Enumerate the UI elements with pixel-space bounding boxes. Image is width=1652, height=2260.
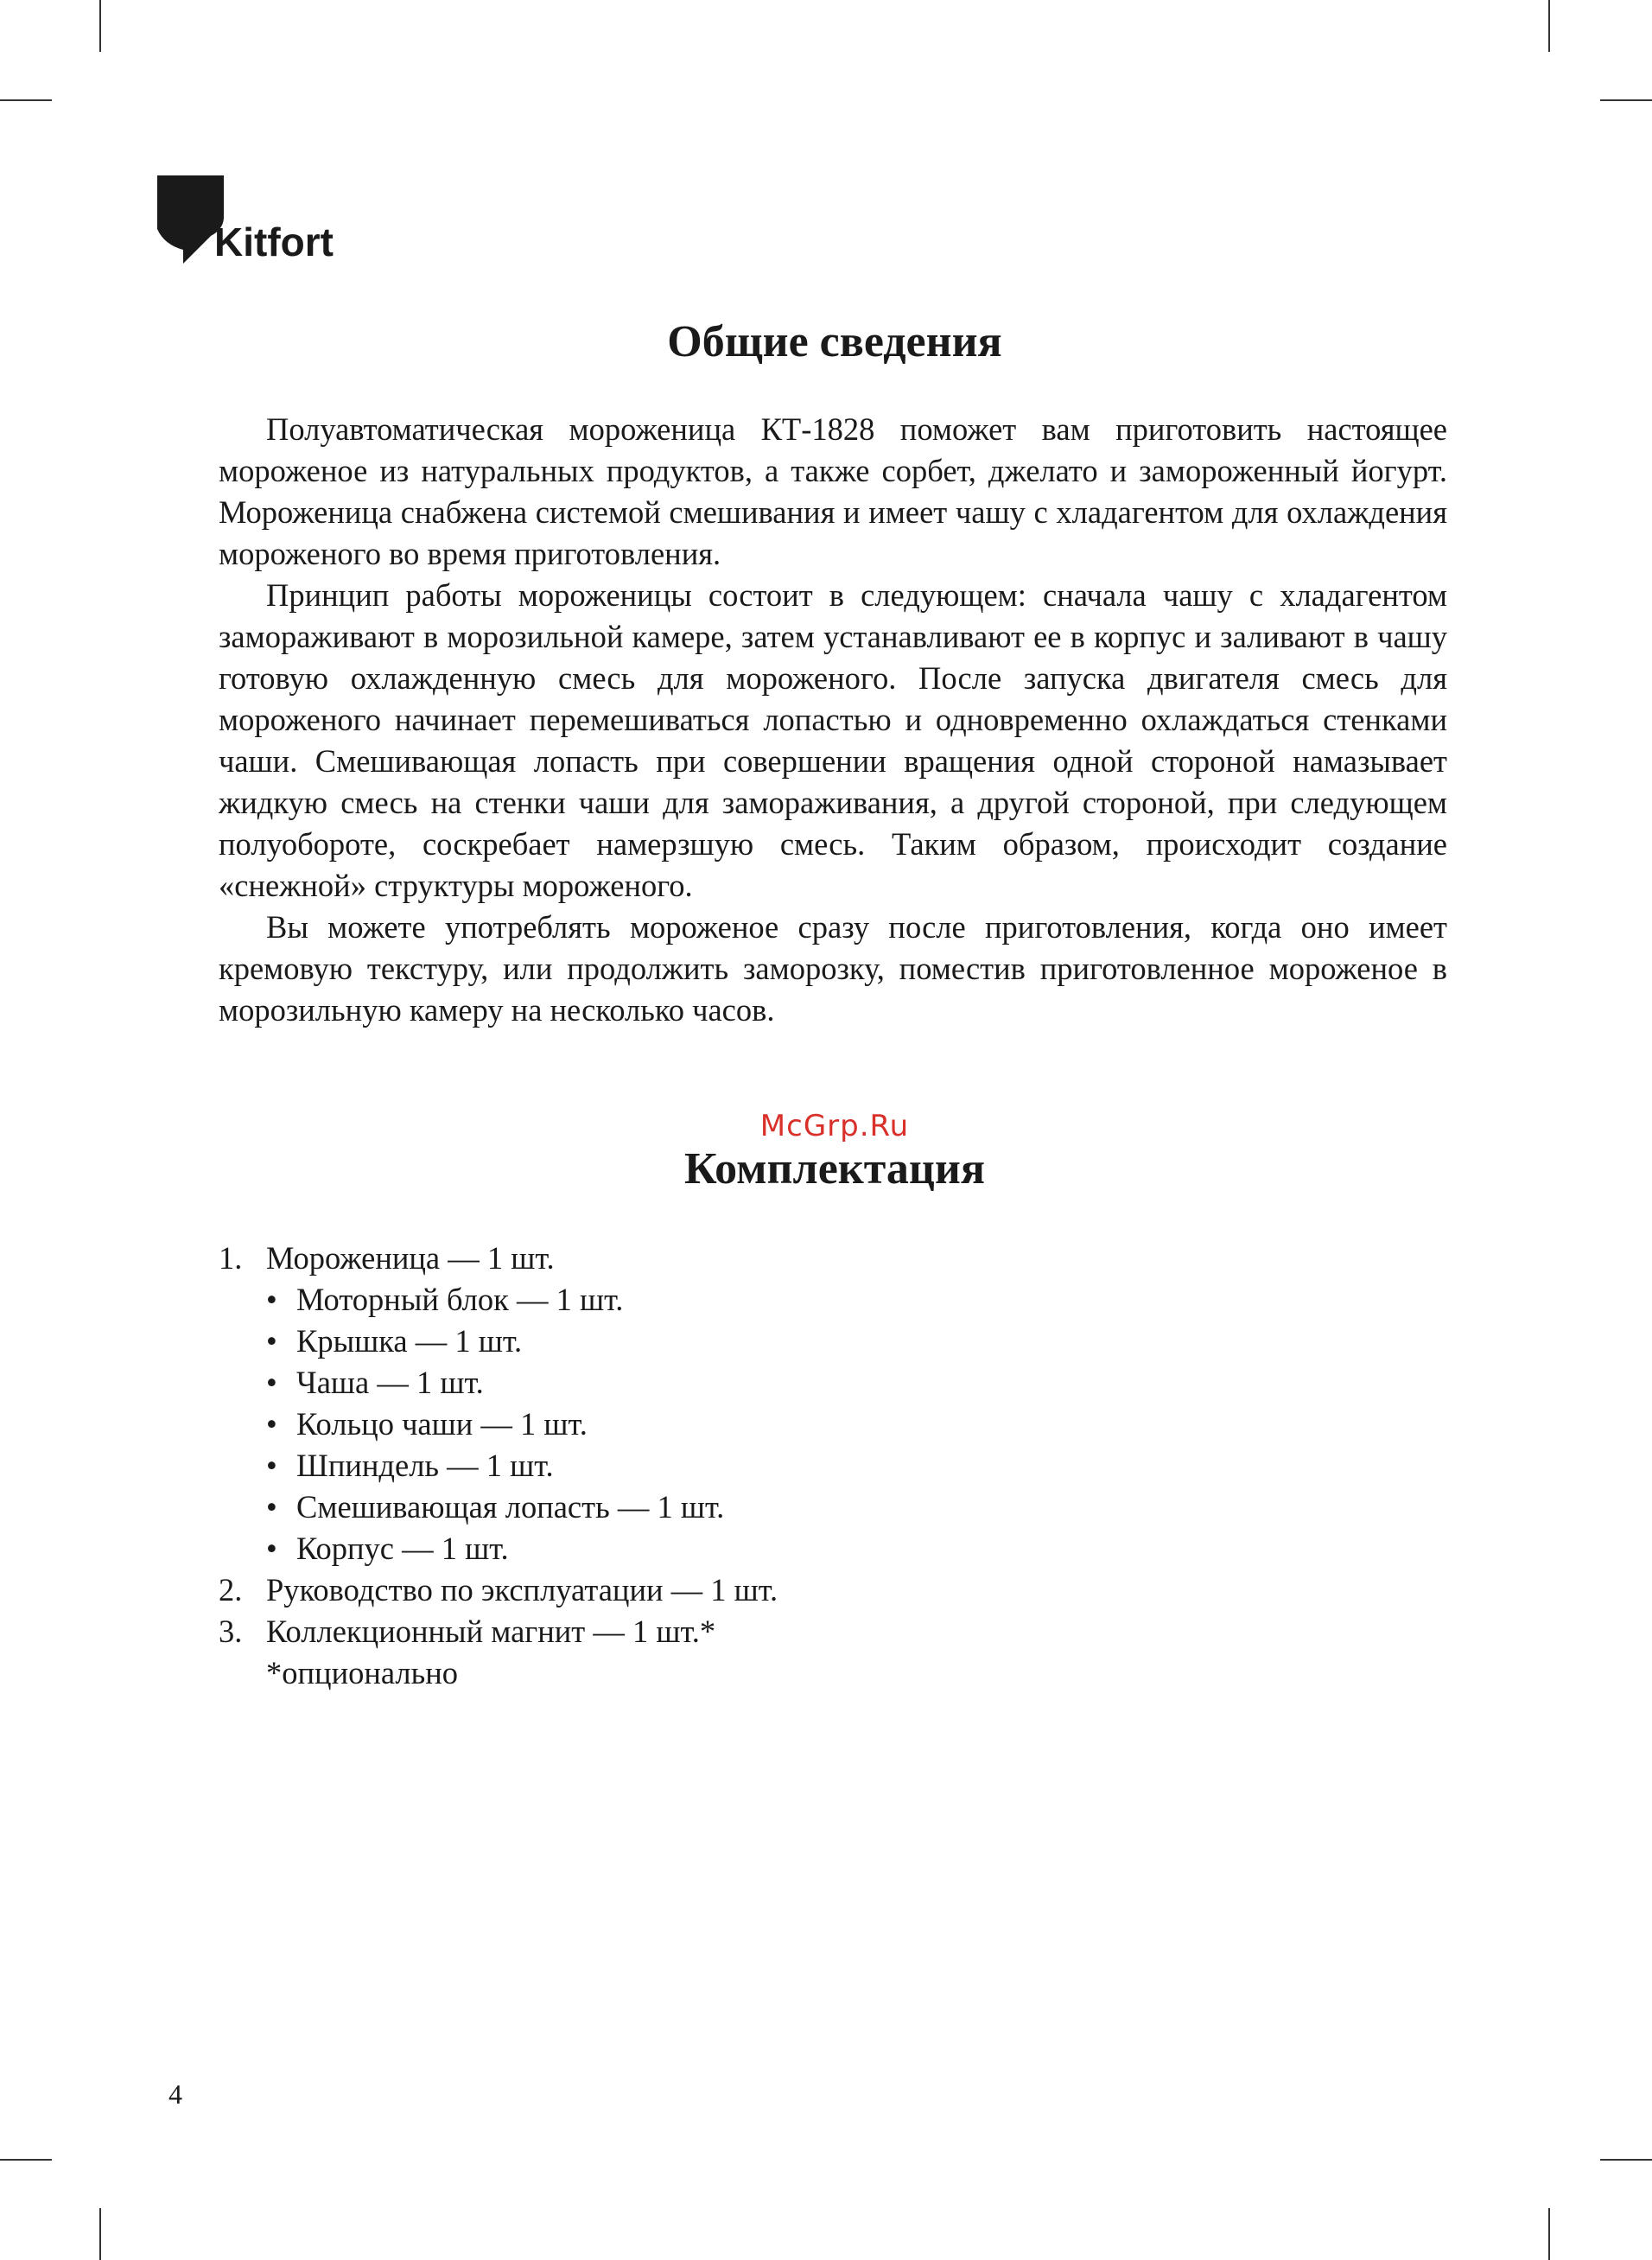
brand-logo bbox=[157, 175, 356, 271]
sub-list-item-text: Шпиндель — 1 шт. bbox=[296, 1448, 554, 1483]
sub-list-item-text: Чаша — 1 шт. bbox=[296, 1365, 484, 1400]
bullet: • bbox=[266, 1531, 277, 1566]
crop-mark bbox=[1600, 2159, 1652, 2161]
bullet: • bbox=[266, 1406, 277, 1442]
list-item bbox=[219, 1611, 716, 1652]
sub-list-item bbox=[219, 1321, 523, 1362]
list-number: 3. bbox=[219, 1614, 243, 1649]
bullet: • bbox=[266, 1323, 277, 1359]
list-item bbox=[219, 1569, 778, 1611]
package-list bbox=[219, 1238, 778, 1694]
sub-list-item bbox=[219, 1362, 484, 1404]
bullet: • bbox=[266, 1489, 277, 1525]
sub-list-item-text: Моторный блок — 1 шт. bbox=[296, 1282, 624, 1317]
sub-list-item bbox=[219, 1279, 624, 1321]
sub-list-item bbox=[219, 1528, 509, 1569]
list-item-text: Коллекционный магнит — 1 шт.* bbox=[266, 1614, 716, 1649]
list-item-text: Руководство по эксплуатации — 1 шт. bbox=[266, 1572, 778, 1607]
crop-mark bbox=[99, 2208, 101, 2260]
bullet: • bbox=[266, 1282, 277, 1317]
bullet: • bbox=[266, 1448, 277, 1483]
sub-list-item-text: Смешивающая лопасть — 1 шт. bbox=[296, 1489, 725, 1525]
crop-mark bbox=[99, 0, 101, 52]
sub-list-item bbox=[219, 1487, 725, 1528]
section-title-general: Общие сведения bbox=[667, 317, 1002, 366]
sub-list-item-text: Крышка — 1 шт. bbox=[296, 1323, 523, 1359]
crop-mark bbox=[1548, 2208, 1550, 2260]
section-title-package: Комплектация bbox=[684, 1144, 985, 1194]
list-item bbox=[219, 1238, 555, 1279]
list-number: 2. bbox=[219, 1572, 243, 1607]
paragraph: Принцип работы мороженицы состоит в следующем: сначала чашу с хладагентом замораживают в морозильной камере, затем устанавливают ее в корпус и заливают в чашу готовую охлажденную смесь для мороженого. После запуска двигателя смесь для мороженого начинает перемешиваться лопастью и одновременно охлаждаться стенками чаши. Смешивающая лопасть при совершении вращения одной стороной намазывает жидкую смесь на стенки чаши для замораживания, а другой стороной, при следующем полуобороте, соскребает намерзшую смесь. Таким образом, происходит создание «снежной» структуры мороженого. bbox=[219, 577, 1447, 903]
sub-list-item-text: Корпус — 1 шт. bbox=[296, 1531, 509, 1566]
crop-mark bbox=[1600, 99, 1652, 101]
footnote: *опционально bbox=[266, 1655, 459, 1690]
crop-mark bbox=[0, 2159, 52, 2161]
sub-list-item bbox=[219, 1404, 588, 1445]
sub-list-item bbox=[219, 1445, 554, 1487]
list-item-text: Мороженица — 1 шт. bbox=[266, 1240, 555, 1276]
paragraph: Полуавтоматическая мороженица КТ-1828 поможет вам приготовить настоящее мороженое из натуральных продуктов, а также сорбет, джелато и замороженный йогурт. Мороженица снабжена системой смешивания и имеет чашу с хладагентом для охлаждения мороженого во время приготовления. bbox=[219, 411, 1447, 571]
brand-name: Kitfort bbox=[214, 220, 334, 264]
list-number: 1. bbox=[219, 1240, 243, 1276]
crop-mark bbox=[1548, 0, 1550, 52]
bullet: • bbox=[266, 1365, 277, 1400]
watermark: McGrp.Ru bbox=[759, 1109, 910, 1143]
paragraph: Вы можете употреблять мороженое сразу после приготовления, когда оно имеет кремовую текстуру, или продолжить заморозку, поместив приготовленное мороженое в морозильную камеру на несколько часов. bbox=[219, 909, 1447, 1028]
crop-mark bbox=[0, 99, 52, 101]
page-number: 4 bbox=[168, 2079, 182, 2110]
sub-list-item-text: Кольцо чаши — 1 шт. bbox=[296, 1406, 588, 1442]
general-text bbox=[219, 409, 1447, 1031]
